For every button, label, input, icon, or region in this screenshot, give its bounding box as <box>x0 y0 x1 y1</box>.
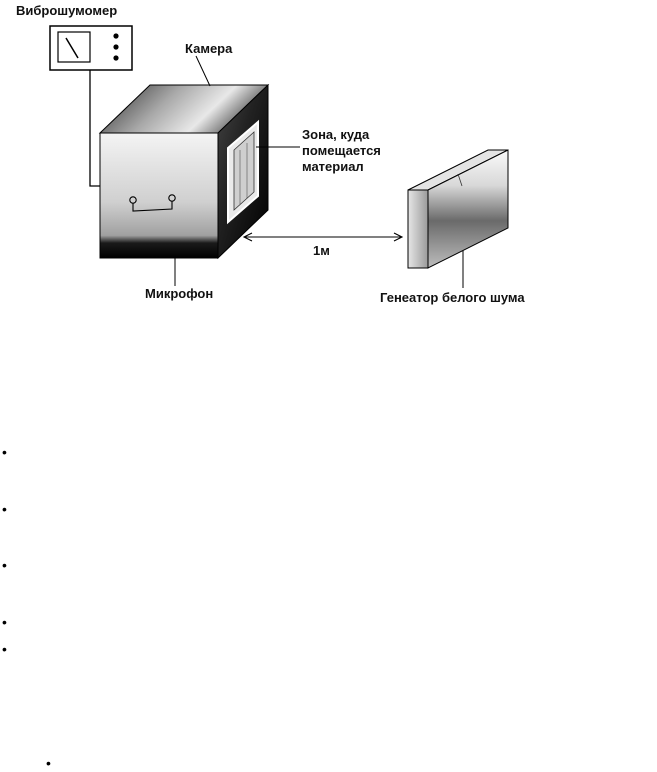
list-bullet: • <box>46 755 51 771</box>
measurement-setup-diagram <box>0 0 657 330</box>
chamber-front-face <box>100 133 218 258</box>
zone-label-line-2: помещается <box>302 143 381 158</box>
list-bullet: • <box>2 444 7 460</box>
meter-knob <box>113 33 118 38</box>
distance-arrow <box>244 233 402 241</box>
white-noise-generator <box>408 150 508 268</box>
list-bullet: • <box>2 614 7 630</box>
list-bullet: • <box>2 557 7 573</box>
distance-label: 1м <box>313 243 330 258</box>
camera-label: Камера <box>185 41 233 56</box>
zone-label-line-1: Зона, куда <box>302 127 370 142</box>
generator-front-face <box>408 190 428 268</box>
meter-knob <box>113 44 118 49</box>
noise-meter-device <box>50 26 132 70</box>
meter-cable <box>90 70 100 186</box>
generator-label: Генеатор белого шума <box>380 290 525 305</box>
meter-knob <box>113 55 118 60</box>
zone-label-line-3: материал <box>302 159 364 174</box>
chamber-cube <box>100 85 268 258</box>
list-bullet: • <box>2 501 7 517</box>
microphone-label: Микрофон <box>145 286 214 301</box>
list-bullet: • <box>2 641 7 657</box>
camera-leader <box>196 56 210 86</box>
meter-label: Виброшумомер <box>16 3 118 18</box>
